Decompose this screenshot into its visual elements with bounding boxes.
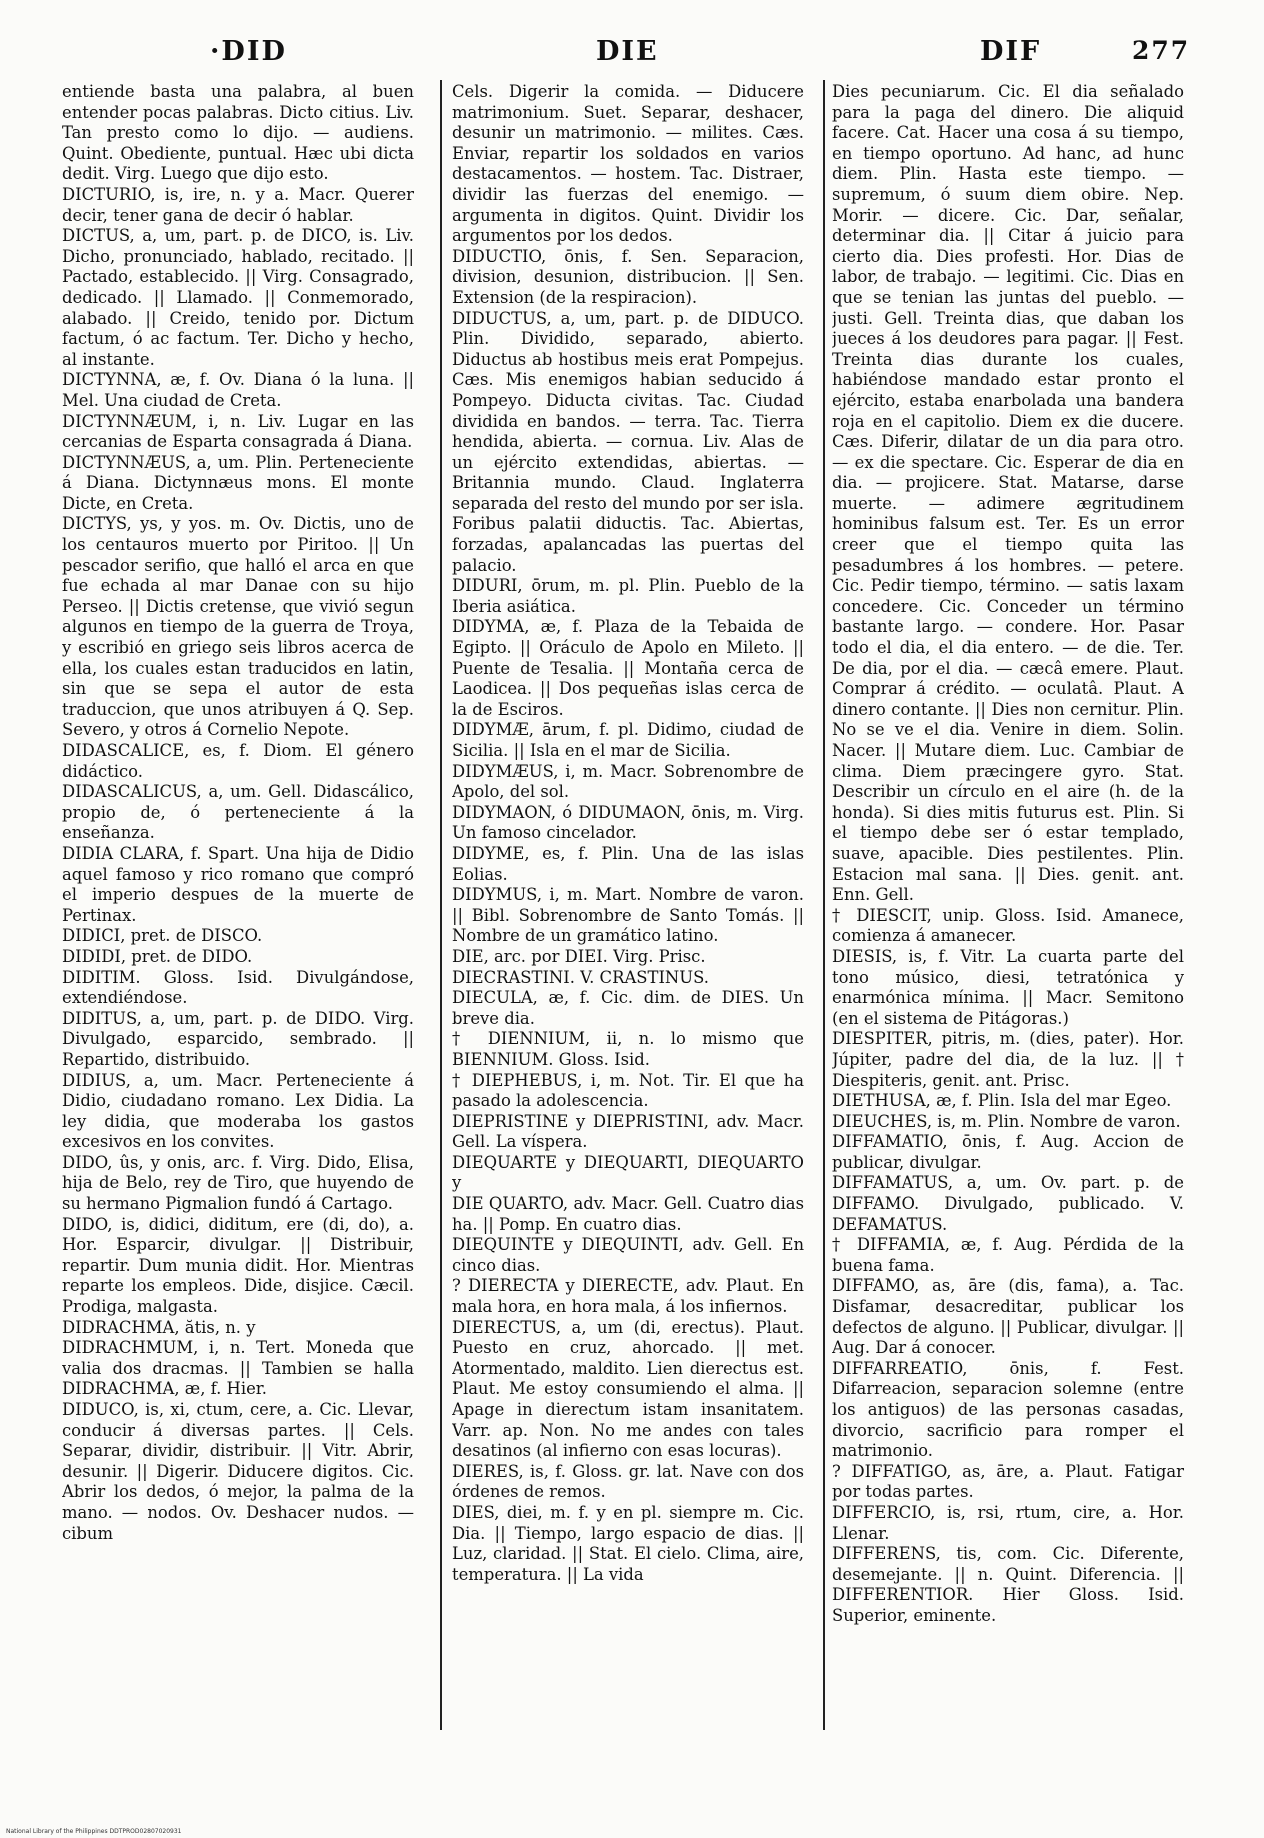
dictionary-entry: ? DIFFATIGO, as, āre, a. Plaut. Fatigar por todas partes. xyxy=(832,1461,1184,1502)
dictionary-entry: DIES, diei, m. f. y en pl. siempre m. Cic. Dia. || Tiempo, largo espacio de dias. || Luz, claridad. || Stat. El cielo. Clima, aire, temperatura. || La vida xyxy=(452,1502,804,1584)
dictionary-entry: DIDIDI, pret. de DIDO. xyxy=(62,946,253,966)
dictionary-entry: DIDYMA, æ, f. Plaza de la Tebaida de Egipto. || Oráculo de Apolo en Mileto. || Puente de Tesalia. || Montaña cerca de Laodicea. || Dos pequeñas islas cerca de la de Esciros. xyxy=(452,617,804,719)
dictionary-entry: DIESPITER, pitris, m. (dies, pater). Hor. Júpiter, padre del dia, de la luz. || † Diespiteris, genit. ant. Prisc. xyxy=(832,1029,1184,1090)
column-divider-right xyxy=(823,80,825,1730)
center-guide-word: DIE xyxy=(596,36,659,67)
dictionary-entry: DIEPRISTINE y DIEPRISTINI, adv. Macr. Gell. La víspera. xyxy=(452,1111,804,1152)
dictionary-entry: DICTYNNÆUM, i, n. Liv. Lugar en las cercanias de Esparta consagrada á Diana. xyxy=(62,411,414,452)
dictionary-entry: DIDIUS, a, um. Macr. Perteneciente á Didio, ciudadano romano. Lex Didia. La ley didia, que moderaba los gastos excesivos en los convites. xyxy=(62,1070,414,1152)
column-3 xyxy=(832,82,1184,1802)
scan-watermark: National Library of the Philippines DDTPROD02807020931 xyxy=(6,1828,182,1835)
dictionary-entry: DIESIS, is, f. Vitr. La cuarta parte del tono músico, diesi, tetratónica y enarmónica mínima. || Macr. Semitono (en el sistema de Pitágoras.) xyxy=(832,946,1184,1028)
dictionary-entry: Dies pecuniarum. Cic. El dia señalado para la paga del dinero. Die aliquid facere. Cat. Hacer una cosa á su tiempo, en tiempo oportuno. Ad hanc, ad hunc diem. Plin. Hasta este tiempo. — supremum, ó suum diem obire. Nep. Morir. — dicere. Cic. Dar, señalar, determinar dia. || Citar á juicio para cierto dia. Dies profesti. Hor. Dias de labor, de trabajo. — legitimi. Cic. Dias en que se tenian las juntas del pueblo. — justi. Gell. Treinta dias, que daban los jueces á los deudores para pagar. || Fest. Treinta dias durante los cuales, habiéndose mandado estar pronto el ejército, estaba enarbolada una bandera roja en el capitolio. Diem ex die ducere. Cæs. Diferir, dilatar de un dia para otro. — ex die spectare. Cic. Esperar de dia en dia. — projicere. Stat. Matarse, darse muerte. — adimere ægritudinem hominibus falsum est. Ter. Es un error creer que el tiempo quita las pesadumbres á los hombres. — petere. Cic. Pedir tiempo, término. — satis laxam concedere. Cic. Conceder un término bastante largo. — condere. Hor. Pasar todo el dia, el dia entero. — de die. Ter. De dia, por el dia. — cæcâ emere. Plaut. Comprar á crédito. — oculatâ. Plaut. A dinero contante. || Dies non cernitur. Plin. No se ve el dia. Venire in diem. Solin. Nacer. || Mutare diem. Luc. Cambiar de clima. Diem præcingere gyro. Stat. Describir un círculo en el aire (h. de la honda). Si dies mitis futurus est. Plin. Si el tiempo debe ser ó estar templado, suave, apacible. Dies pestilentes. Plin. Estacion mal sana. || Dies. genit. ant. Enn. Gell. xyxy=(832,82,1184,905)
dictionary-entry: DIDUCO, is, xi, ctum, cere, a. Cic. Llevar, conducir á diversas partes. || Cels. Separar, dividir, distribuir. || Vitr. Abrir, desunir. || Digerir. Diducere digitos. Cic. Abrir los dedos, ó mejor, la palma de la mano. — nodos. Ov. Deshacer nudos. — cibum xyxy=(62,1400,414,1543)
dictionary-entry: DIDO, ûs, y onis, arc. f. Virg. Dido, Elisa, hija de Belo, rey de Tiro, que huyendo de su hermano Pigmalion fundó á Cartago. xyxy=(62,1152,414,1214)
dictionary-entry: † DIESCIT, unip. Gloss. Isid. Amanece, comienza á amanecer. xyxy=(832,905,1184,946)
dictionary-entry: DICTURIO, is, ire, n. y a. Macr. Querer decir, tener gana de decir ó hablar. xyxy=(62,184,414,225)
dictionary-entry: DIERES, is, f. Gloss. gr. lat. Nave con dos órdenes de remos. xyxy=(452,1461,804,1502)
dictionary-entry: DIFFAMO, as, āre (dis, fama), a. Tac. Disfamar, desacreditar, publicar los defectos de alguno. || Publicar, divulgar. || Aug. Dar á conocer. xyxy=(832,1276,1184,1358)
dictionary-entry: DIDASCALICE, es, f. Diom. El género didáctico. xyxy=(62,741,414,781)
dictionary-entry: DIFFERCIO, is, rsi, rtum, cire, a. Hor. Llenar. xyxy=(832,1502,1184,1543)
dictionary-entry: DIEQUINTE y DIEQUINTI, adv. Gell. En cinco dias. xyxy=(452,1235,804,1275)
dictionary-entry: DIECRASTINI. V. CRASTINUS. xyxy=(452,967,709,987)
dictionary-entry: ? DIERECTA y DIERECTE, adv. Plaut. En mala hora, en hora mala, á los infiernos. xyxy=(452,1276,804,1317)
column-1 xyxy=(62,82,414,1802)
dictionary-entry: DIDRACHMUM, i, n. Tert. Moneda que valia dos dracmas. || Tambien se halla DIDRACHMA, æ, f. Hier. xyxy=(62,1338,414,1399)
dictionary-entry: DIETHUSA, æ, f. Plin. Isla del mar Egeo. xyxy=(832,1091,1172,1111)
dictionary-entry: DIFFARREATIO, ōnis, f. Fest. Difarreacion, separacion solemne (entre los antiguos) de las personas casadas, divorcio, sacrificio para romper el matrimonio. xyxy=(832,1358,1184,1461)
dictionary-entry: DIFFERENS, tis, com. Cic. Diferente, desemejante. || n. Quint. Diferencia. || DIFFERENTIOR. Hier Gloss. Isid. Superior, eminente. xyxy=(832,1544,1184,1625)
dictionary-entry: DIDYMUS, i, m. Mart. Nombre de varon. || Bibl. Sobrenombre de Santo Tomás. || Nombre de un gramático latino. xyxy=(452,885,804,946)
dictionary-entry: DICTUS, a, um, part. p. de DICO, is. Liv. Dicho, pronunciado, hablado, recitado. || Pactado, establecido. || Virg. Consagrado, dedicado. || Llamado. || Conmemorado, alabado. || Creido, tenido por. Dictum factum, ó ac factum. Ter. Dicho y hecho, al instante. xyxy=(62,226,414,369)
dictionary-entry: Cels. Digerir la comida. — Diducere matrimonium. Suet. Separar, deshacer, desunir un matrimonio. — milites. Cæs. Enviar, repartir los soldados en varios destacamentos. — hostem. Tac. Distraer, dividir las fuerzas del enemigo. — argumenta in digitos. Quint. Dividir los argumentos por los dedos. xyxy=(452,82,804,246)
dictionary-entry: DIE QUARTO, adv. Macr. Gell. Cuatro dias ha. || Pomp. En cuatro dias. xyxy=(452,1194,804,1234)
dictionary-entry: DIDYME, es, f. Plin. Una de las islas Eolias. xyxy=(452,843,804,884)
dictionary-entry: DIDYMAON, ó DIDUMAON, ōnis, m. Virg. Un famoso cincelador. xyxy=(452,802,804,843)
dictionary-entry: DIDYMÆ, ārum, f. pl. Didimo, ciudad de Sicilia. || Isla en el mar de Sicilia. xyxy=(452,720,804,760)
dictionary-entry: DICTYNNÆUS, a, um. Plin. Perteneciente á Diana. Dictynnæus mons. El monte Dicte, en Creta. xyxy=(62,452,414,513)
dictionary-entry: entiende basta una palabra, al buen entender pocas palabras. Dicto citius. Liv. Tan presto como lo dijo. — audiens. Quint. Obediente, puntual. Hæc ubi dicta dedit. Virg. Luego que dijo esto. xyxy=(62,82,414,184)
dictionary-entry: DIDURI, ōrum, m. pl. Plin. Pueblo de la Iberia asiática. xyxy=(452,576,804,616)
page-header xyxy=(0,36,1264,76)
dictionary-entry: DIDITIM. Gloss. Isid. Divulgándose, extendiéndose. xyxy=(62,967,414,1008)
dictionary-entry: DIDYMÆUS, i, m. Macr. Sobrenombre de Apolo, del sol. xyxy=(452,761,804,802)
column-divider-left xyxy=(440,80,442,1730)
dictionary-entry: DIDIA CLARA, f. Spart. Una hija de Didio aquel famoso y rico romano que compró el imperio despues de la muerte de Pertinax. xyxy=(62,843,414,925)
dictionary-entry: DIDICI, pret. de DISCO. xyxy=(62,926,263,946)
dictionary-entry: † DIFFAMIA, æ, f. Aug. Pérdida de la buena fama. xyxy=(832,1235,1184,1275)
dictionary-entry: DIEQUARTE y DIEQUARTI, DIEQUARTO y xyxy=(452,1152,804,1193)
dictionary-entry: DIDUCTUS, a, um, part. p. de DIDUCO. Plin. Dividido, separado, abierto. Diductus ab hostibus meis erat Pompejus. Cæs. Mis enemigos habian seducido á Pompeyo. Diducta civitas. Tac. Ciudad dividida en bandos. — terra. Tac. Tierra hendida, abierta. — cornua. Liv. Alas de un ejército extendidas, abiertas. — Britannia mundo. Claud. Inglaterra separada del resto del mundo por ser isla. Foribus palatii diductis. Tac. Abiertas, forzadas, apalancadas las puertas del palacio. xyxy=(452,308,804,575)
dictionary-entry: DIECULA, æ, f. Cic. dim. de DIES. Un breve dia. xyxy=(452,988,804,1028)
dictionary-entry: DIE, arc. por DIEI. Virg. Prisc. xyxy=(452,946,706,966)
right-guide-word: DIF xyxy=(980,36,1042,67)
left-guide-word: ·DID xyxy=(210,36,287,67)
column-2 xyxy=(452,82,804,1802)
dictionary-entry: † DIENNIUM, ii, n. lo mismo que BIENNIUM. Gloss. Isid. xyxy=(452,1029,804,1069)
dictionary-entry: DIFFAMATIO, ōnis, f. Aug. Accion de publicar, divulgar. xyxy=(832,1132,1184,1172)
dictionary-entry: DIDUCTIO, ōnis, f. Sen. Separacion, division, desunion, distribucion. || Sen. Extension (de la respiracion). xyxy=(452,246,804,307)
dictionary-entry: DICTYS, ys, y yos. m. Ov. Dictis, uno de los centauros muerto por Piritoo. || Un pescador serifio, que halló el arca en que fue echada al mar Danae con su hijo Perseo. || Dictis cretense, que vivió segun algunos en tiempo de la guerra de Troya, y escribió en griego seis libros acerca de ella, los cuales estan traducidos en latin, sin que se sepa el autor de esta traduccion, que unos atribuyen á Q. Sep. Severo, y otros á Cornelio Nepote. xyxy=(62,514,414,740)
dictionary-entry: DIDITUS, a, um, part. p. de DIDO. Virg. Divulgado, esparcido, sembrado. || Repartido, distribuido. xyxy=(62,1008,414,1069)
dictionary-entry: DIEUCHES, is, m. Plin. Nombre de varon. xyxy=(832,1111,1181,1131)
dictionary-entry: DIERECTUS, a, um (di, erectus). Plaut. Puesto en cruz, ahorcado. || met. Atormentado, maldito. Lien dierectus est. Plaut. Me estoy consumiendo el alma. || Apage in dierectum istam insanitatem. Varr. ap. Non. No me andes con tales desatinos (al infierno con esas locuras). xyxy=(452,1317,804,1461)
page-number: 277 xyxy=(1132,36,1191,65)
dictionary-entry: DIFFAMATUS, a, um. Ov. part. p. de DIFFAMO. Divulgado, publicado. V. DEFAMATUS. xyxy=(832,1173,1184,1234)
dictionary-entry: DICTYNNA, æ, f. Ov. Diana ó la luna. || Mel. Una ciudad de Creta. xyxy=(62,370,414,410)
dictionary-entry: DIDRACHMA, ătis, n. y xyxy=(62,1317,256,1337)
dictionary-entry: DIDO, is, didici, diditum, ere (di, do), a. Hor. Esparcir, divulgar. || Distribuir, repartir. Dum munia didit. Hor. Mientras reparte los empleos. Dide, disjice. Cæcil. Prodiga, malgasta. xyxy=(62,1214,414,1317)
dictionary-entry: DIDASCALICUS, a, um. Gell. Didascálico, propio de, ó perteneciente á la enseñanza. xyxy=(62,782,414,843)
dictionary-entry: † DIEPHEBUS, i, m. Not. Tir. El que ha pasado la adolescencia. xyxy=(452,1070,804,1111)
